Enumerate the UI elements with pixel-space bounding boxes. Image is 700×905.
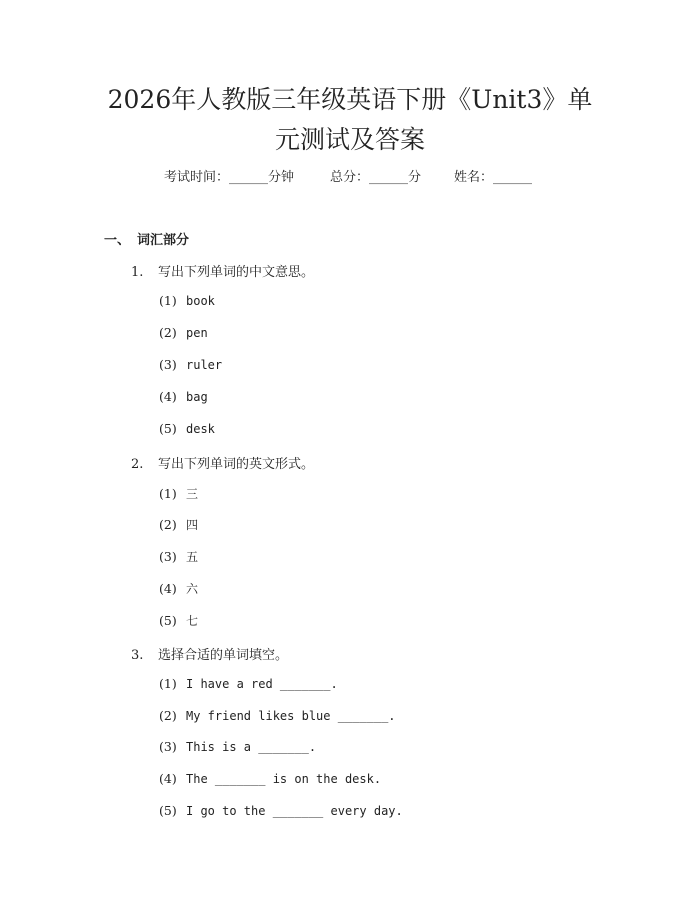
list-item	[159, 293, 215, 308]
item-number: (5)	[159, 613, 177, 628]
question-number: 1.	[131, 265, 144, 280]
item-text: desk	[186, 422, 215, 436]
question-3	[131, 644, 288, 663]
item-text: My friend likes blue _______.	[186, 709, 396, 723]
section-number: 一、	[104, 233, 131, 248]
item-number: (3)	[159, 549, 177, 564]
document-title	[90, 80, 610, 160]
item-number: (5)	[159, 803, 177, 818]
item-number: (1)	[159, 676, 177, 691]
item-number: (4)	[159, 581, 177, 596]
question-text: 写出下列单词的英文形式。	[158, 457, 315, 472]
title-line-2: 元测试及答案	[274, 125, 425, 154]
question-2	[131, 453, 314, 472]
list-item	[159, 739, 316, 754]
title-line-1: 2026年人教版三年级英语下册《Unit3》单	[107, 85, 593, 114]
list-item	[159, 421, 215, 436]
item-number: (2)	[159, 325, 177, 340]
question-number: 2.	[131, 457, 144, 472]
item-number: (4)	[159, 389, 177, 404]
item-text: I go to the _______ every day.	[186, 804, 403, 818]
student-name-field: 姓名：______	[454, 170, 533, 185]
item-text: 七	[186, 614, 199, 628]
item-text: I have a red _______.	[186, 677, 338, 691]
item-number: (1)	[159, 486, 177, 501]
section-heading	[104, 229, 189, 248]
item-text: 四	[186, 518, 199, 532]
item-number: (4)	[159, 771, 177, 786]
list-item	[159, 357, 222, 372]
item-text: This is a _______.	[186, 740, 317, 754]
item-number: (5)	[159, 421, 177, 436]
section-title: 词汇部分	[137, 233, 190, 248]
item-number: (3)	[159, 357, 177, 372]
list-item	[159, 771, 381, 786]
item-text: 六	[186, 582, 199, 596]
item-text: The _______ is on the desk.	[186, 772, 382, 786]
exam-time-field: 考试时间：______分钟	[164, 170, 295, 185]
item-number: (3)	[159, 739, 177, 754]
item-text: book	[186, 294, 215, 308]
item-number: (1)	[159, 293, 177, 308]
list-item	[159, 803, 403, 818]
list-item	[159, 516, 198, 533]
item-number: (2)	[159, 517, 177, 532]
list-item	[159, 485, 198, 502]
list-item	[159, 580, 198, 597]
item-number: (2)	[159, 708, 177, 723]
list-item	[159, 708, 396, 723]
question-number: 3.	[131, 648, 144, 663]
question-1	[131, 261, 314, 280]
list-item	[159, 612, 198, 629]
question-text: 选择合适的单词填空。	[158, 648, 289, 663]
item-text: pen	[186, 326, 208, 340]
item-text: ruler	[186, 358, 223, 372]
list-item	[159, 676, 338, 691]
list-item	[159, 548, 198, 565]
list-item	[159, 389, 208, 404]
item-text: 三	[186, 487, 199, 501]
question-text: 写出下列单词的中文意思。	[158, 265, 315, 280]
item-text: bag	[186, 390, 208, 404]
item-text: 五	[186, 550, 199, 564]
list-item	[159, 325, 208, 340]
total-score-field: 总分：______分	[330, 170, 422, 185]
